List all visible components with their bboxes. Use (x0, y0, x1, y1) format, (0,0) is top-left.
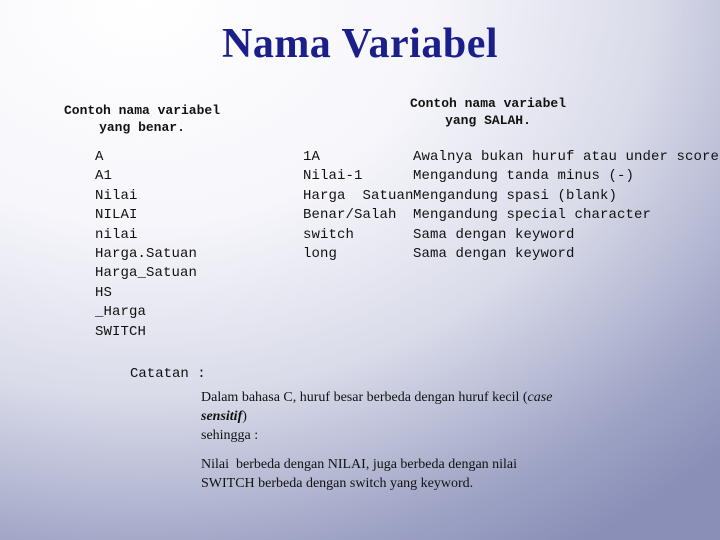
list-item: A1 (95, 168, 113, 185)
list-item: Nilai (95, 187, 138, 204)
note-text (201, 388, 621, 445)
list-item: SWITCH (95, 323, 147, 340)
list-item: long (303, 246, 338, 263)
note-text-before: Dalam bahasa C, huruf besar berbeda dengan huruf kecil ( (201, 390, 528, 405)
list-item: Sama dengan keyword (413, 226, 575, 243)
list-item: Sama dengan keyword (413, 246, 575, 263)
list-item: Awalnya bukan huruf atau under score (413, 149, 720, 165)
note-so: sehingga : (201, 428, 259, 443)
list-item: NILAI (95, 207, 138, 224)
list-item: 1A (303, 149, 321, 165)
list-item: Nilai-1 (303, 168, 363, 185)
list-item: A (95, 149, 104, 165)
list-item: Benar/Salah (303, 207, 397, 224)
list-item: _Harga (95, 304, 147, 321)
list-item: Mengandung tanda minus (-) (413, 168, 635, 185)
list-item: Harga Satuan (303, 187, 414, 204)
list-item: nilai (95, 226, 138, 243)
wrong-names-list (303, 148, 414, 264)
list-item: HS (95, 284, 113, 301)
correct-names-list (95, 148, 197, 342)
list-item: Mengandung spasi (blank) (413, 187, 618, 204)
list-item: Harga.Satuan (95, 246, 198, 263)
correct-examples-heading: Contoh nama variabel yang benar. (63, 103, 221, 135)
wrong-reasons-list (413, 148, 719, 264)
note-paren: ) (242, 409, 247, 424)
wrong-examples-heading: Contoh nama variabel yang SALAH. (409, 96, 567, 128)
page-title: Nama Variabel (221, 21, 498, 67)
note-sensitive-word: sensitif (201, 409, 243, 424)
list-item: Nilai berbeda dengan NILAI, juga berbeda dengan nilai (201, 457, 518, 472)
note-case-word: case (527, 390, 553, 405)
list-item: switch (303, 226, 355, 243)
note-label: Catatan : (130, 366, 206, 382)
note-examples-list (201, 455, 621, 493)
list-item: SWITCH berbeda dengan switch yang keyword. (201, 476, 474, 491)
list-item: Harga_Satuan (95, 265, 198, 282)
list-item: Mengandung special character (413, 207, 652, 224)
